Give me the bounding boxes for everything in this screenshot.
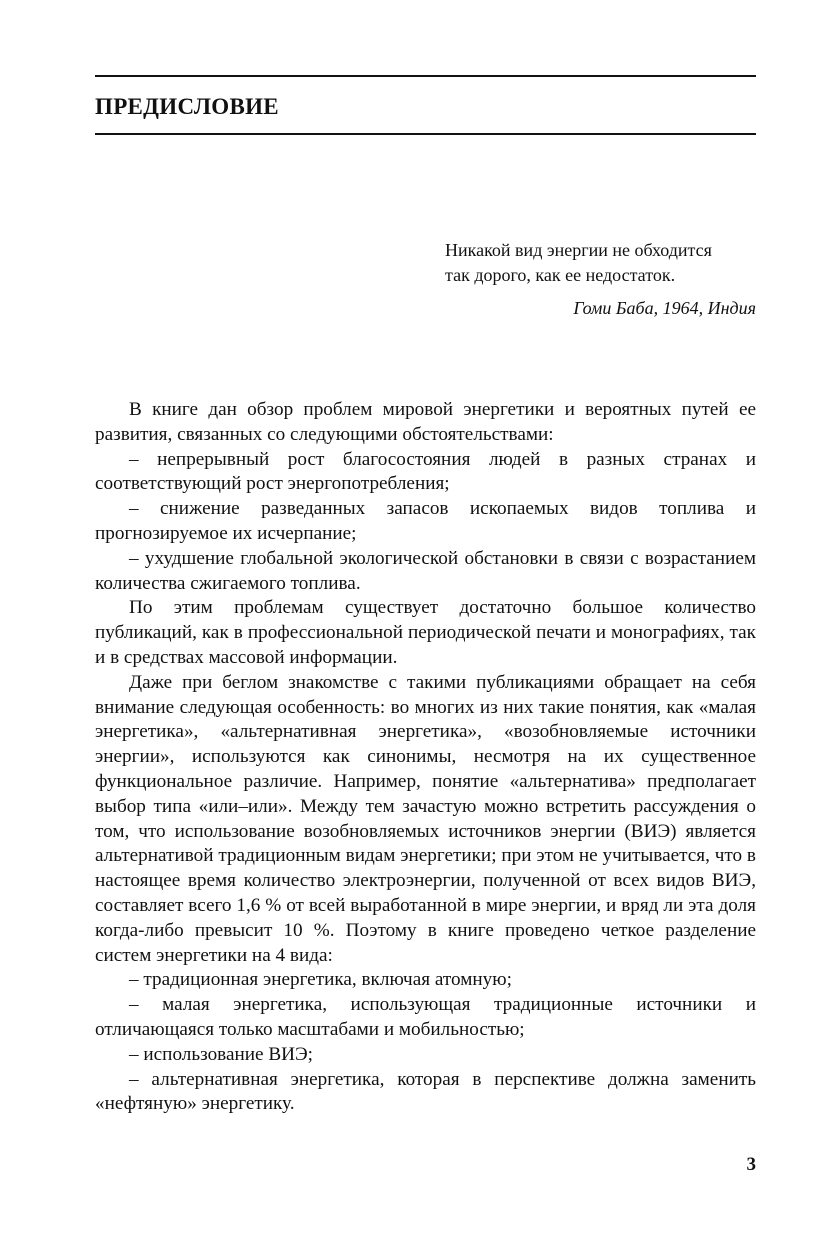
list-item: – использование ВИЭ; <box>129 1043 313 1065</box>
list-item: – снижение разведанных запасов ископаемых видов топлива и прогнозируемое их исчерпание; <box>95 498 756 544</box>
epigraph-line-1: Никакой вид энергии не обходится <box>445 240 712 260</box>
page-title: ПРЕДИСЛОВИЕ <box>95 94 279 119</box>
body-text <box>95 398 756 1117</box>
list-item: – традиционная энергетика, включая атомную; <box>129 969 512 991</box>
list-item: – ухудшение глобальной экологической обстановки в связи с возрастанием количества сжигаемого топлива. <box>95 547 756 594</box>
list-item: – малая энергетика, использующая традиционные источники и отличающаяся только масштабами и мобильностью; <box>95 994 756 1040</box>
list-item: – непрерывный рост благосостояния людей в разных странах и соответствующий рост энергопотребления; <box>95 448 756 495</box>
epigraph-line-2: так дорого, как ее недостаток. <box>445 265 676 285</box>
paragraph: Даже при беглом знакомстве с такими публикациями обращает на себя внимание следующая особенность: во многих из них такие понятия, как «малая энергетика», «альтернативная энергетика», «возобновляемые источники энергии», используются как синонимы, несмотря на их существенное функциональное различие. Например, понятие «альтернатива» предполагает выбор типа «или–или». Между тем зачастую можно встретить рассуждения о том, что использование возобновляемых источников энергии (ВИЭ) является альтернативой традиционным видам энергетики; при этом не учитывается, что в настоящее время количество электроэнергии, полученной от всех видов ВИЭ, составляет всего 1,6 % от всей выработанной в мире энергии, и вряд ли эта доля когда-либо превысит 10 %. Поэтому в книге проведено четкое разделение систем энергетики на 4 вида: <box>95 671 756 966</box>
epigraph-source: Гоми Баба, 1964, Индия <box>573 298 756 318</box>
paragraph-intro: В книге дан обзор проблем мировой энергетики и вероятных путей ее развития, связанных со следующими обстоятельствами: <box>95 399 756 445</box>
header-bottom-rule <box>95 133 756 135</box>
epigraph <box>445 238 756 321</box>
page-number: 3 <box>746 1154 756 1175</box>
list-item: – альтернативная энергетика, которая в перспективе должна заменить «нефтяную» энергетику. <box>95 1068 756 1115</box>
paragraph: По этим проблемам существует достаточно большое количество публикаций, как в профессиональной периодической печати и монографиях, так и в средствах массовой информации. <box>95 597 756 668</box>
header-top-rule <box>95 75 756 77</box>
